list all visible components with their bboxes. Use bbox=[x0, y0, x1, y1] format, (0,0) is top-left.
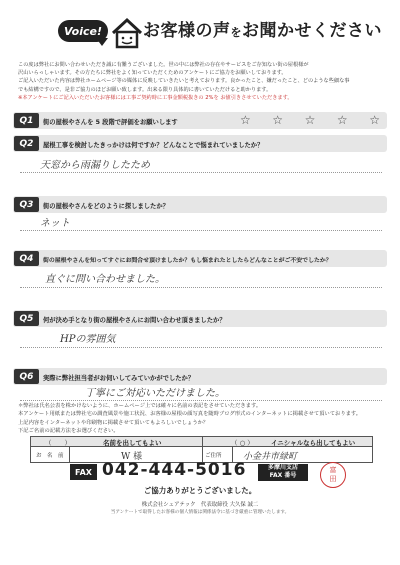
intro-text bbox=[18, 61, 386, 102]
question-number: Q2 bbox=[14, 136, 39, 151]
answer-q6: 丁寧にご対応いただけました。 bbox=[85, 388, 225, 399]
note-line: 下記ご名前の記載方法をお選びください。 bbox=[18, 427, 119, 434]
consent-notes bbox=[18, 402, 386, 435]
answer-line bbox=[20, 400, 382, 401]
title-main: お客様の声 bbox=[143, 21, 231, 41]
note-line: 本アンケート用紙または弊社宅の調査風景や施工状況、お客様の屋根の顔写真を随時ブログ形式のインターネットに掲載させて頂いております。 bbox=[18, 411, 362, 418]
question-number: Q3 bbox=[14, 197, 39, 212]
discount-notice: ※本アンケートにご記入いただいたお客様には工事ご契約時に工事金額税抜きの 2%を お値引きさせていただきます。 bbox=[18, 94, 293, 101]
question-number: Q6 bbox=[14, 369, 39, 384]
answer-line bbox=[20, 347, 382, 348]
question-number: Q4 bbox=[14, 251, 39, 266]
page-title bbox=[143, 16, 382, 41]
question-text: 街の屋根やさんをどのように探しましたか？ bbox=[43, 203, 169, 210]
name-table bbox=[30, 436, 373, 463]
voice-badge: Voice! bbox=[58, 20, 108, 42]
initial-option-check[interactable]: （ ○ ） bbox=[231, 439, 254, 447]
answer-line bbox=[20, 172, 382, 173]
note-line: 上記内容をインターネットや印刷物に掲載させて頂いてもよろしいでしょうか？ bbox=[18, 419, 209, 426]
branch-fax-caption: FAX 番号 bbox=[269, 472, 297, 479]
name-option-label: 名前を出してもよい bbox=[103, 439, 162, 447]
intro-line: この度は弊社にお問い合わせいただき誠に有難うございました。世の中には弊社の存在やサービスをご存知ない街の屋根様が bbox=[18, 62, 309, 68]
branch-fax-badge bbox=[258, 464, 308, 481]
star-icon[interactable]: ☆ bbox=[304, 113, 316, 127]
branch-name: 多摩川支店 bbox=[267, 464, 298, 471]
name-option-check[interactable]: （ ） bbox=[45, 439, 71, 447]
answer-line bbox=[20, 287, 382, 288]
intro-line: ご記入いただいた内容は弊社ホームページ等の媒体に反映していきたいと考えております。良かったこと、嫌だったこと、どのような些細な事 bbox=[18, 78, 350, 85]
fax-number: 042-444-5016 bbox=[102, 460, 247, 480]
question-number: Q1 bbox=[14, 113, 39, 128]
speech-bubble-tail bbox=[96, 38, 108, 46]
star-icon[interactable]: ☆ bbox=[240, 113, 251, 127]
question-text: 街の屋根やさんを 5 段階で評価をお願いします bbox=[43, 119, 178, 126]
header bbox=[0, 0, 400, 58]
question-text: 屋根工事を検討したきっかけは何ですか？どんなことで悩まれていましたか？ bbox=[43, 142, 264, 149]
stamp-char: 富 bbox=[329, 466, 337, 474]
answer-q3: ネット bbox=[40, 218, 70, 229]
answer-q2: 天窓から雨漏りしたため bbox=[40, 160, 150, 171]
star-icon[interactable]: ☆ bbox=[369, 113, 380, 127]
divider bbox=[202, 437, 203, 447]
intro-line: 沢山いらっしゃいます。その方たちに弊社をよく知っていただくためのアンケートにご協力をお願いしております。 bbox=[18, 70, 287, 77]
answer-q5: HPの雰囲気 bbox=[60, 334, 116, 345]
initial-option-label: イニシャルなら出してもよい bbox=[271, 439, 356, 447]
address-value: 小金井市緑町 bbox=[243, 452, 298, 462]
divider bbox=[69, 447, 70, 463]
question-text: 実際に弊社担当者がお伺いしてみていかがでしたか？ bbox=[43, 375, 195, 382]
answer-q4: 直ぐに問い合わせました。 bbox=[45, 274, 165, 285]
star-icon[interactable]: ☆ bbox=[272, 113, 284, 127]
name-label: お 名 前 bbox=[36, 453, 64, 459]
intro-line: でも結構ですので、是非ご協力のほどお願い致します。出来る限り具体的に書いていただけると助かります。 bbox=[18, 86, 272, 93]
question-number: Q5 bbox=[14, 311, 39, 326]
privacy-notice: 当アンケートで取得したお客様の個人情報は関係法令に基づき厳重に管理いたします。 bbox=[110, 510, 290, 515]
fax-label: FAX bbox=[70, 464, 97, 480]
house-icon bbox=[110, 16, 144, 50]
stamp-char: 田 bbox=[329, 475, 337, 483]
note-line: ＊弊社は氏名公表を株かけないように、ホームページ上では確々に名前の表記をさせていただきます。 bbox=[18, 403, 262, 409]
thanks-text: ご協力ありがとうございました。 bbox=[143, 486, 257, 495]
address-label: ご住所 bbox=[205, 453, 222, 459]
star-icon[interactable]: ☆ bbox=[336, 113, 348, 127]
question-text: 街の屋根やさんを知ってすぐにお問合せ頂けましたか？もし悩まれたとしたらどんなことがご不安でしたか？ bbox=[43, 258, 332, 264]
name-value: W 様 bbox=[121, 452, 143, 462]
question-text: 何が決め手となり街の屋根やさんにお問い合わせ頂きましたか？ bbox=[43, 317, 226, 324]
title-particle: を bbox=[230, 26, 242, 39]
rating-stars[interactable] bbox=[240, 113, 380, 127]
title-end: お聞かせください bbox=[242, 21, 382, 41]
company-info: 株式会社シェアテック 代表取締役 大久保 誠二 bbox=[141, 502, 259, 508]
answer-line bbox=[20, 230, 382, 231]
